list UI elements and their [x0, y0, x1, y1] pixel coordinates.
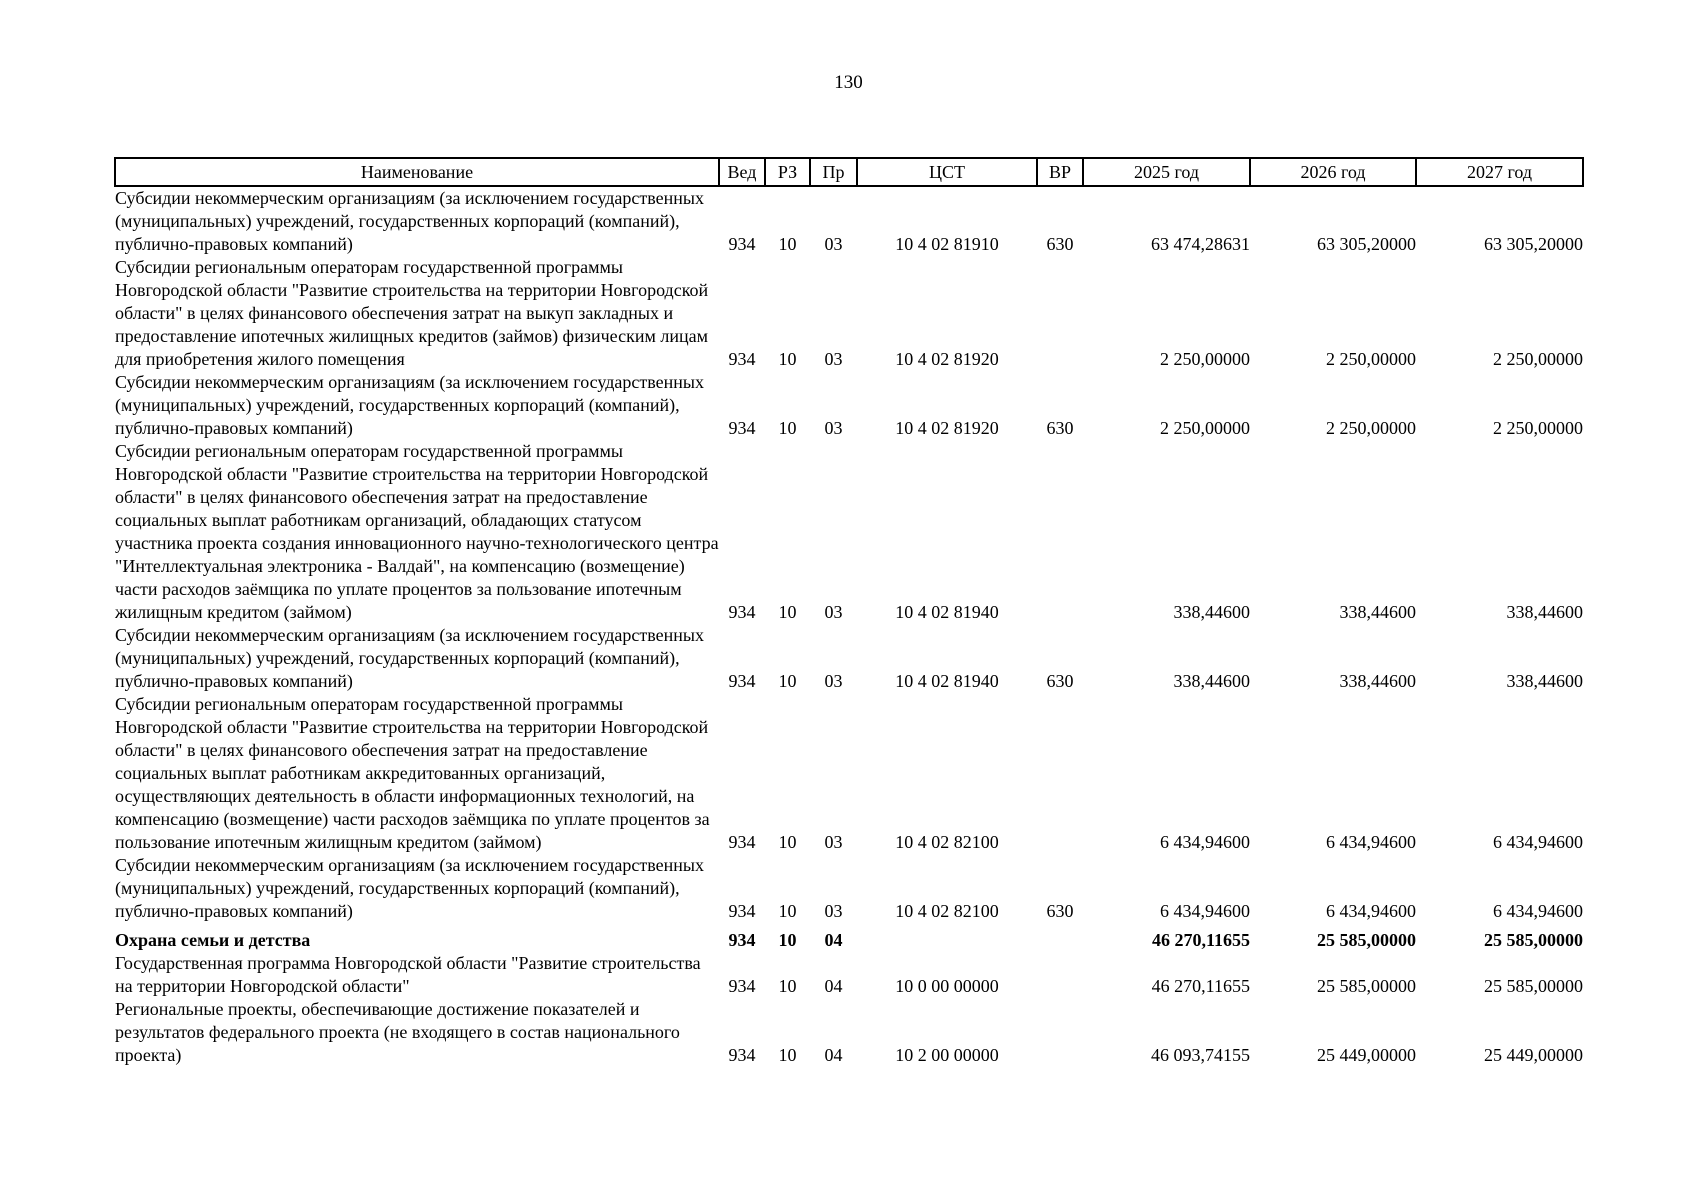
- header-name: Наименование: [115, 158, 719, 186]
- header-pr: Пр: [810, 158, 857, 186]
- row-2026: 2 250,00000: [1326, 418, 1416, 438]
- table-row: [115, 952, 1583, 998]
- row-2025: 6 434,94600: [1160, 832, 1250, 852]
- row-pr: 03: [824, 832, 843, 852]
- row-2027: 338,44600: [1506, 671, 1583, 691]
- row-vr: 630: [1046, 234, 1074, 254]
- header-cst: ЦСТ: [857, 158, 1037, 186]
- table-row: [115, 693, 1583, 854]
- row-cst: 10 4 02 81940: [895, 602, 999, 622]
- row-name: Государственная программа Новгородской области "Развитие строительства на территории Новгородской области": [115, 953, 701, 996]
- row-ved: 934: [728, 976, 756, 996]
- row-rz: 10: [778, 234, 797, 254]
- row-vr: [1037, 256, 1083, 371]
- row-name: Субсидии региональным операторам государственной программы Новгородской области "Развитие строительства на территории Новгородской области" в целях финансового обеспечения затрат на предоставление социальных выплат работникам организаций, обладающих статусом участника проекта создания инновационного научно-технологического центра "Интеллектуальная электроника - Валдай", на компенсацию (возмещение) части расходов заёмщика по уплате процентов за пользование ипотечным жилищным кредитом (займом): [115, 441, 719, 622]
- header-ved: Вед: [719, 158, 765, 186]
- row-name: Субсидии некоммерческим организациям (за исключением государственных (муниципальных) учреждений, государственных корпораций (компаний), публично-правовых компаний): [115, 855, 705, 921]
- table-row: [115, 854, 1583, 923]
- row-rz: 10: [778, 976, 797, 996]
- table-row: [115, 998, 1583, 1067]
- row-rz: 10: [778, 418, 797, 438]
- row-2025: 63 474,28631: [1151, 234, 1250, 254]
- row-cst: 10 4 02 81910: [895, 234, 999, 254]
- row-pr: 04: [824, 930, 843, 950]
- row-rz: 10: [778, 671, 797, 691]
- row-2026: 6 434,94600: [1326, 901, 1416, 921]
- row-2026: 2 250,00000: [1326, 349, 1416, 369]
- row-2025: 6 434,94600: [1160, 901, 1250, 921]
- row-vr: 630: [1046, 671, 1074, 691]
- row-cst: 10 2 00 00000: [895, 1045, 999, 1065]
- row-name: Региональные проекты, обеспечивающие достижение показателей и результатов федерального проекта (не входящего в состав национального проекта): [115, 999, 680, 1065]
- row-cst: 10 4 02 82100: [895, 901, 999, 921]
- row-name: Субсидии некоммерческим организациям (за исключением государственных (муниципальных) учреждений, государственных корпораций (компаний), публично-правовых компаний): [115, 372, 705, 438]
- row-cst: 10 4 02 81940: [895, 671, 999, 691]
- header-2026: 2026 год: [1250, 158, 1416, 186]
- row-rz: 10: [778, 832, 797, 852]
- row-2026: 25 585,00000: [1317, 976, 1416, 996]
- header-2027: 2027 год: [1416, 158, 1583, 186]
- row-2026: 338,44600: [1339, 671, 1416, 691]
- row-ved: 934: [728, 602, 756, 622]
- table-row: [115, 371, 1583, 440]
- table-row: [115, 186, 1583, 256]
- row-cst: [857, 923, 1037, 952]
- row-pr: 04: [824, 976, 843, 996]
- row-rz: 10: [778, 602, 797, 622]
- row-cst: 10 4 02 81920: [895, 418, 999, 438]
- row-2025: 46 270,11655: [1151, 930, 1250, 950]
- row-ved: 934: [728, 671, 756, 691]
- row-2025: 46 093,74155: [1151, 1045, 1250, 1065]
- row-ved: 934: [728, 901, 756, 921]
- row-rz: 10: [778, 1045, 797, 1065]
- page-number: 130: [834, 72, 863, 93]
- row-vr: [1037, 693, 1083, 854]
- row-pr: 03: [824, 901, 843, 921]
- header-rz: РЗ: [765, 158, 810, 186]
- row-2026: 25 585,00000: [1317, 930, 1416, 950]
- row-2026: 338,44600: [1339, 602, 1416, 622]
- row-ved: 934: [728, 832, 756, 852]
- row-ved: 934: [728, 418, 756, 438]
- row-pr: 03: [824, 349, 843, 369]
- row-2027: 338,44600: [1506, 602, 1583, 622]
- row-vr: [1037, 440, 1083, 624]
- row-pr: 03: [824, 234, 843, 254]
- row-vr: [1037, 952, 1083, 998]
- row-2027: 2 250,00000: [1493, 418, 1583, 438]
- header-2025: 2025 год: [1083, 158, 1250, 186]
- row-rz: 10: [778, 349, 797, 369]
- row-ved: 934: [728, 349, 756, 369]
- row-2026: 25 449,00000: [1317, 1045, 1416, 1065]
- row-ved: 934: [728, 234, 756, 254]
- row-2027: 2 250,00000: [1493, 349, 1583, 369]
- row-pr: 03: [824, 671, 843, 691]
- row-2026: 6 434,94600: [1326, 832, 1416, 852]
- table-row: [115, 440, 1583, 624]
- table-row: [115, 256, 1583, 371]
- row-2027: 25 585,00000: [1484, 976, 1583, 996]
- row-vr: 630: [1046, 418, 1074, 438]
- row-2025: 2 250,00000: [1160, 418, 1250, 438]
- row-rz: 10: [778, 901, 797, 921]
- header-vr: ВР: [1037, 158, 1083, 186]
- row-2027: 25 585,00000: [1484, 930, 1583, 950]
- budget-table: [114, 157, 1584, 1067]
- table-row: [115, 624, 1583, 693]
- row-vr: [1037, 923, 1083, 952]
- row-pr: 03: [824, 602, 843, 622]
- row-pr: 04: [824, 1045, 843, 1065]
- row-2025: 2 250,00000: [1160, 349, 1250, 369]
- row-2027: 25 449,00000: [1484, 1045, 1583, 1065]
- row-2025: 338,44600: [1173, 602, 1250, 622]
- row-name: Субсидии некоммерческим организациям (за исключением государственных (муниципальных) учреждений, государственных корпораций (компаний), публично-правовых компаний): [115, 188, 705, 254]
- row-2027: 6 434,94600: [1493, 901, 1583, 921]
- row-name: Субсидии региональным операторам государственной программы Новгородской области "Развитие строительства на территории Новгородской области" в целях финансового обеспечения затрат на предоставление социальных выплат работникам аккредитованных организаций, осуществляющих деятельность в области информационных технологий, на компенсацию (возмещение) части расходов заёмщика по уплате процентов за пользование ипотечным жилищным кредитом (займом): [115, 694, 710, 852]
- row-cst: 10 4 02 82100: [895, 832, 999, 852]
- table-header-row: [115, 158, 1583, 186]
- row-name: Охрана семьи и детства: [115, 930, 311, 950]
- row-name: Субсидии региональным операторам государственной программы Новгородской области "Развитие строительства на территории Новгородской области" в целях финансового обеспечения затрат на выкуп закладных и предоставление ипотечных жилищных кредитов (займов) физическим лицам для приобретения жилого помещения: [115, 257, 709, 369]
- section-row: [115, 923, 1583, 952]
- row-2025: 338,44600: [1173, 671, 1250, 691]
- row-pr: 03: [824, 418, 843, 438]
- row-ved: 934: [728, 930, 756, 950]
- row-cst: 10 4 02 81920: [895, 349, 999, 369]
- row-2025: 46 270,11655: [1151, 976, 1250, 996]
- row-2027: 63 305,20000: [1484, 234, 1583, 254]
- row-2027: 6 434,94600: [1493, 832, 1583, 852]
- row-vr: 630: [1046, 901, 1074, 921]
- row-rz: 10: [778, 930, 797, 950]
- row-vr: [1037, 998, 1083, 1067]
- row-ved: 934: [728, 1045, 756, 1065]
- row-name: Субсидии некоммерческим организациям (за исключением государственных (муниципальных) учреждений, государственных корпораций (компаний), публично-правовых компаний): [115, 625, 705, 691]
- row-2026: 63 305,20000: [1317, 234, 1416, 254]
- row-cst: 10 0 00 00000: [895, 976, 999, 996]
